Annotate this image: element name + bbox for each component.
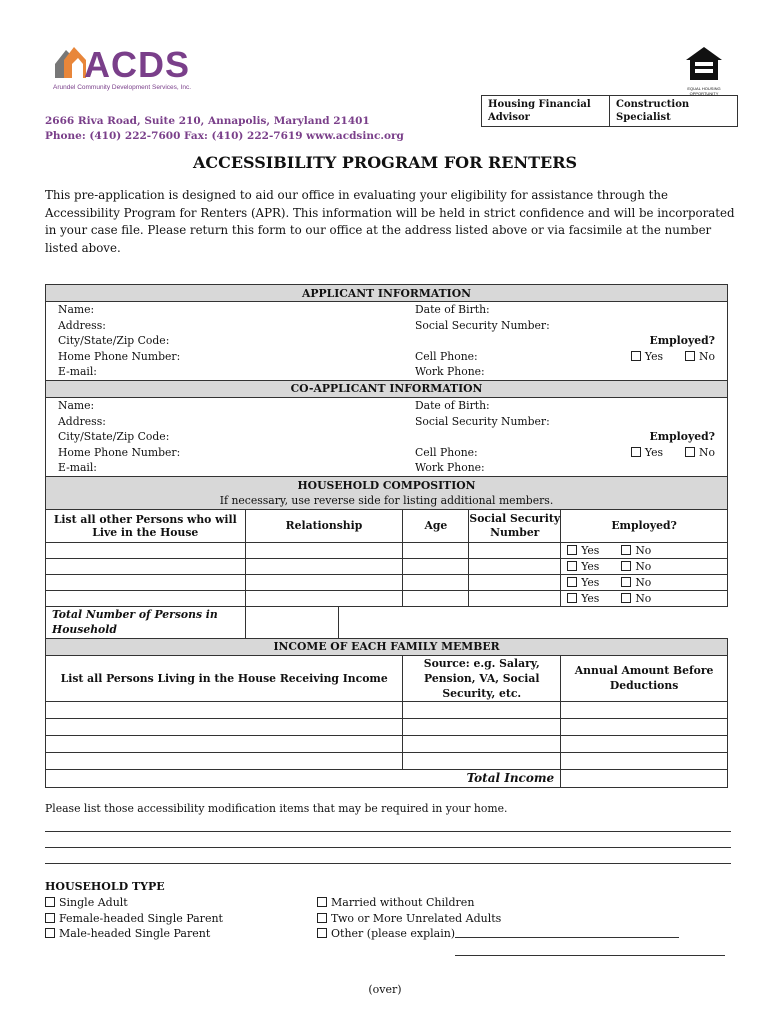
household-age-cell[interactable] bbox=[403, 559, 469, 574]
household-ssn-cell[interactable] bbox=[469, 575, 560, 590]
coapplicant-work-field[interactable]: Work Phone: bbox=[415, 461, 485, 475]
coapplicant-yes-label: Yes bbox=[644, 445, 664, 459]
household-type-heading: HOUSEHOLD TYPE bbox=[45, 880, 165, 893]
married-no-children-checkbox[interactable] bbox=[317, 897, 327, 907]
staff-box-financial-advisor[interactable]: Housing Financial Advisor bbox=[482, 96, 610, 127]
household-col-persons: List all other Persons who will Live in the House bbox=[46, 509, 246, 542]
household-heading bbox=[46, 476, 728, 509]
no-label: No bbox=[635, 543, 652, 557]
household-total-input[interactable] bbox=[245, 606, 339, 638]
household-ssn-cell[interactable] bbox=[469, 543, 560, 558]
coapplicant-no-label: No bbox=[699, 445, 715, 459]
table-row bbox=[46, 718, 728, 735]
household-person-cell[interactable] bbox=[46, 558, 246, 574]
other-explain-line-2[interactable] bbox=[455, 955, 725, 956]
applicant-dob-field[interactable]: Date of Birth: bbox=[415, 303, 490, 316]
yes-label: Yes bbox=[581, 591, 600, 605]
applicant-yes-label: Yes bbox=[644, 349, 664, 363]
income-heading: INCOME OF EACH FAMILY MEMBER bbox=[46, 638, 728, 655]
income-person-cell[interactable] bbox=[46, 752, 403, 769]
household-col-relationship: Relationship bbox=[245, 509, 403, 542]
table-row bbox=[46, 735, 728, 752]
income-person-cell[interactable] bbox=[46, 701, 403, 718]
female-headed-checkbox[interactable] bbox=[45, 913, 55, 923]
single-adult-label: Single Adult bbox=[59, 896, 128, 909]
applicant-address-field[interactable]: Address: bbox=[58, 318, 106, 332]
household-person-cell[interactable] bbox=[46, 574, 246, 590]
household-heading-text: HOUSEHOLD COMPOSITION bbox=[297, 478, 476, 492]
household-age-cell[interactable] bbox=[403, 591, 469, 606]
applicant-no-label: No bbox=[699, 349, 715, 363]
household-relationship-cell[interactable] bbox=[245, 574, 403, 590]
household-col-age-ssn bbox=[403, 509, 561, 542]
yes-label: Yes bbox=[581, 575, 600, 589]
unrelated-adults-label: Two or More Unrelated Adults bbox=[331, 911, 502, 925]
household-subheading: If necessary, use reverse side for listing additional members. bbox=[219, 493, 554, 507]
applicant-email-field[interactable]: E-mail: bbox=[58, 365, 97, 379]
female-headed-label: Female-headed Single Parent bbox=[59, 911, 223, 925]
income-col-persons: List all Persons Living in the House Receiving Income bbox=[46, 655, 403, 701]
intro-paragraph: This pre-application is designed to aid our office in evaluating your eligibility for assistance through the Accessibility Program for Renters (APR). This information will be held in strict confidence and will be incorporated in your case file. Please return this form to our office at the address listed above or via facsimile at the number listed above. bbox=[45, 188, 735, 255]
household-no-checkbox[interactable] bbox=[621, 545, 631, 555]
married-no-children-label: Married without Children bbox=[331, 896, 475, 909]
table-row bbox=[46, 590, 728, 606]
org-full-name: Arundel Community Development Services, Inc. bbox=[53, 84, 192, 91]
household-ssn-cell[interactable] bbox=[469, 559, 560, 574]
single-adult-checkbox[interactable] bbox=[45, 897, 55, 907]
income-col-source: Source: e.g. Salary, Pension, VA, Social Security, etc. bbox=[403, 655, 561, 701]
unrelated-adults-checkbox[interactable] bbox=[317, 913, 327, 923]
table-row bbox=[46, 701, 728, 718]
other-label: Other (please explain) bbox=[331, 927, 456, 940]
income-amount-cell[interactable] bbox=[561, 735, 728, 752]
no-label: No bbox=[635, 591, 652, 605]
applicant-work-field[interactable]: Work Phone: bbox=[415, 365, 485, 379]
household-age-cell[interactable] bbox=[403, 543, 469, 558]
applicant-cell-field[interactable]: Cell Phone: bbox=[415, 349, 478, 363]
equal-housing-logo bbox=[684, 46, 724, 96]
coapplicant-email-field[interactable]: E-mail: bbox=[58, 461, 97, 475]
org-address bbox=[45, 114, 404, 144]
income-amount-cell[interactable] bbox=[561, 718, 728, 735]
coapplicant-dob-field[interactable]: Date of Birth: bbox=[415, 398, 490, 412]
no-label: No bbox=[635, 559, 652, 573]
male-headed-checkbox[interactable] bbox=[45, 928, 55, 938]
income-person-cell[interactable] bbox=[46, 735, 403, 752]
household-ssn-cell[interactable] bbox=[469, 591, 560, 606]
applicant-yes-checkbox[interactable] bbox=[631, 351, 641, 361]
coapplicant-home-phone-field[interactable]: Home Phone Number: bbox=[58, 445, 181, 459]
household-no-checkbox[interactable] bbox=[621, 577, 631, 587]
income-source-cell[interactable] bbox=[403, 735, 561, 752]
application-form bbox=[45, 284, 728, 788]
household-no-checkbox[interactable] bbox=[621, 561, 631, 571]
modification-line-2[interactable] bbox=[45, 847, 731, 848]
income-col-amount: Annual Amount Before Deductions bbox=[561, 655, 728, 701]
household-relationship-cell[interactable] bbox=[245, 590, 403, 606]
yes-label: Yes bbox=[581, 559, 600, 573]
income-amount-cell[interactable] bbox=[561, 752, 728, 769]
table-row bbox=[46, 542, 728, 558]
contact-line: Phone: (410) 222-7600 Fax: (410) 222-7619 www.acdsinc.org bbox=[45, 130, 404, 142]
household-total-label: Total Number of Persons in Household bbox=[46, 606, 246, 638]
no-label: No bbox=[635, 575, 652, 589]
modification-line-3[interactable] bbox=[45, 863, 731, 864]
household-type-right bbox=[317, 895, 501, 942]
applicant-home-phone-field[interactable]: Home Phone Number: bbox=[58, 349, 181, 363]
applicant-heading: APPLICANT INFORMATION bbox=[46, 285, 728, 302]
logo-text: ACDS bbox=[84, 44, 191, 85]
household-relationship-cell[interactable] bbox=[245, 542, 403, 558]
equal-housing-text: EQUAL HOUSING OPPORTUNITY bbox=[687, 86, 721, 96]
table-row bbox=[46, 752, 728, 769]
coapplicant-heading: CO-APPLICANT INFORMATION bbox=[46, 380, 728, 397]
income-source-cell[interactable] bbox=[403, 718, 561, 735]
staff-boxes bbox=[481, 95, 738, 127]
applicant-no-checkbox[interactable] bbox=[685, 351, 695, 361]
household-yes-checkbox[interactable] bbox=[567, 545, 577, 555]
income-total-label: Total Income bbox=[46, 769, 561, 787]
applicant-ssn-field[interactable]: Social Security Number: bbox=[415, 318, 550, 332]
equal-housing-icon bbox=[684, 46, 724, 82]
coapplicant-city-field[interactable]: City/State/Zip Code: bbox=[58, 430, 170, 444]
table-row bbox=[46, 574, 728, 590]
coapplicant-name-field[interactable]: Name: bbox=[58, 398, 95, 412]
income-person-cell[interactable] bbox=[46, 718, 403, 735]
coapplicant-section bbox=[46, 397, 728, 476]
address-line: 2666 Riva Road, Suite 210, Annapolis, Maryland 21401 bbox=[45, 115, 370, 127]
household-relationship-cell[interactable] bbox=[245, 558, 403, 574]
applicant-section bbox=[46, 302, 728, 381]
household-yes-checkbox[interactable] bbox=[567, 593, 577, 603]
household-col-employed: Employed? bbox=[561, 509, 728, 542]
household-no-checkbox[interactable] bbox=[621, 593, 631, 603]
household-person-cell[interactable] bbox=[46, 542, 246, 558]
staff-box-construction-specialist[interactable]: Construction Specialist bbox=[610, 96, 738, 127]
yes-label: Yes bbox=[581, 543, 600, 557]
household-person-cell[interactable] bbox=[46, 590, 246, 606]
household-col-ssn: Social Security Number bbox=[469, 511, 561, 539]
household-type-left bbox=[45, 895, 223, 942]
applicant-employed-label: Employed? bbox=[649, 334, 715, 348]
household-yes-checkbox[interactable] bbox=[567, 577, 577, 587]
other-explain-line-1[interactable] bbox=[455, 937, 679, 938]
modifications-prompt: Please list those accessibility modification items that may be required in your home. bbox=[45, 802, 508, 815]
coapplicant-cell-field[interactable]: Cell Phone: bbox=[415, 445, 478, 459]
table-row bbox=[46, 558, 728, 574]
applicant-name-field[interactable]: Name: bbox=[58, 303, 95, 316]
coapplicant-employed-label: Employed? bbox=[649, 430, 715, 444]
applicant-city-field[interactable]: City/State/Zip Code: bbox=[58, 334, 170, 348]
male-headed-label: Male-headed Single Parent bbox=[59, 927, 211, 940]
coapplicant-no-checkbox[interactable] bbox=[685, 447, 695, 457]
coapplicant-ssn-field[interactable]: Social Security Number: bbox=[415, 414, 550, 428]
income-total-input[interactable] bbox=[561, 769, 728, 787]
footer-over: (over) bbox=[368, 983, 402, 996]
household-col-age: Age bbox=[403, 510, 469, 542]
household-yes-checkbox[interactable] bbox=[567, 561, 577, 571]
other-checkbox[interactable] bbox=[317, 928, 327, 938]
household-age-cell[interactable] bbox=[403, 575, 469, 590]
coapplicant-yes-checkbox[interactable] bbox=[631, 447, 641, 457]
modification-line-1[interactable] bbox=[45, 831, 731, 832]
income-amount-cell[interactable] bbox=[561, 701, 728, 718]
income-source-cell[interactable] bbox=[403, 752, 561, 769]
coapplicant-address-field[interactable]: Address: bbox=[58, 414, 106, 428]
income-source-cell[interactable] bbox=[403, 701, 561, 718]
page-title: ACCESSIBILITY PROGRAM FOR RENTERS bbox=[192, 153, 578, 172]
